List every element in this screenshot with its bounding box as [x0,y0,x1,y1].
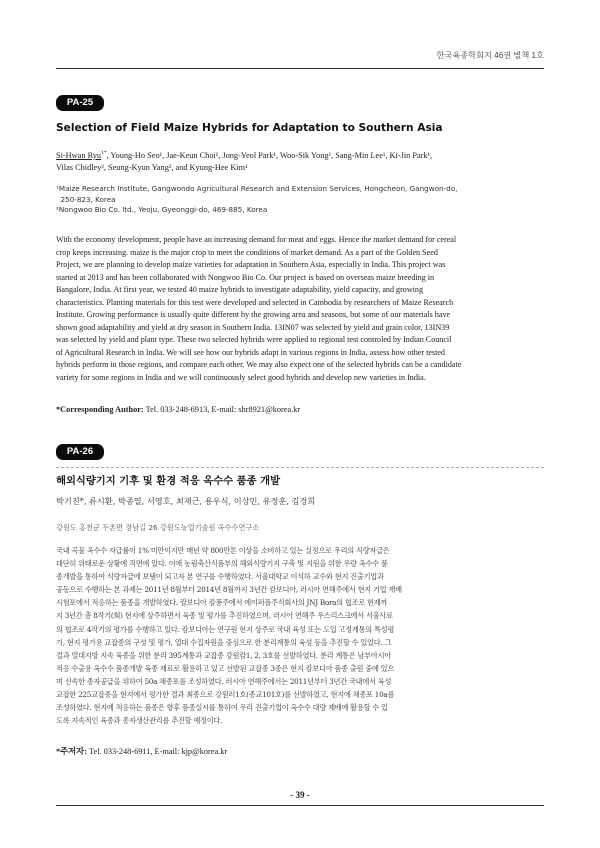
abstract-line: started at 2013 and has been collaborated with Nongwoo Bio Co. Our project is based on overseas maize breeding in [56,272,435,282]
corresponding-author-pa25 [56,405,548,414]
author-list-pa26: 박기진*, 류시환, 박종열, 서영호, 최재근, 용우식, 이상민, 유정훈, 김경희 [56,496,316,506]
section-divider [56,467,544,468]
affiliation-line: ²Nongwoo Bio Co. ltd., Yeoju, Gyeonggi-do, 469-885, Korea [56,205,268,215]
affiliation-line: ¹Maize Research Institute, Gangwondo Agricultural Research and Extension Services, Hongcheon, Gangwon-do, [56,184,458,193]
abstract-line: 적응 수출용 옥수수 품종개발 육종 재료로 활용하고 있고 선발된 교잡종 3종은 현지 캄보디아 품종 출원 중에 있으 [56,663,395,673]
abstract-line: hybrids perform in those regions, and compare each other. We may also expect one of the selected hybrids can be a candidate [56,360,462,370]
abstract-line: Project, we are planning to develop maize varieties for adaptation in Southern Asia, especially in India. This project was [56,260,446,270]
abstract-badge-pa26: PA-26 [56,444,104,460]
abstract-line: 시험포에서 적응하는 품종을 개발하였다. 캄보디아 캄퐁주에서 에이퍼플주식회사의 JNJ Bora의 협조로 현재까 [56,598,388,608]
abstract-line: was selected by yield and plant type. These two selected hybrids were applied to regional test controled by Indian Council [56,335,452,345]
abstract-line: 며 신속한 종자공급을 위하여 50a 채종포를 조성하였다. 러시아 연해주에서는 2011년부터 3년간 국내에서 육성 [56,676,392,686]
presenting-author-mark: 1* [101,150,107,156]
paper-title-pa25: Selection of Field Maize Hybrids for Adaptation to Southern Asia [56,122,443,134]
abstract-line: shown good adaptability and yield at dry season in Southern India. 13IN07 was selected by yield and grain color, 13IN39 [56,322,450,332]
abstract-body-pa26 [56,544,548,727]
abstract-line: variety for some regions in India and we will continuously select good hybrids and develop new varieties in India. [56,373,426,383]
abstract-line: 국내 곡물 옥수수 자급률이 1% 미만이지만 매년 약 800만톤 이상을 소비하고 있는 실정으로 우리의 식량자급은 [56,546,390,555]
abstract-line: 의 협조로 4작기의 평가를 수행하고 있다. 캄보디아는 연구원 현지 상주로 국내 육성 또는 도입 고정계통의 특성평 [56,624,395,634]
abstract-line: 지 3년간 총 8작기(회) 현지에 상주하면서 육종 및 평가를 추진하였으며, 러시아 연해주 우스리스크에서 서울사료 [56,611,393,621]
affiliation-pa26: 강원도 홍천군 두촌면 장남길 26 강원도농업기술원 옥수수연구소 [56,523,260,532]
abstract-line: Bangalore, India. At first year, we tested 40 maize hybrids to investigate adaptability, yield capacity, and growing [56,285,424,295]
author-list-pa25 [56,147,548,175]
abstract-line: 조성하였다. 현지에 적응하는 품종은 향후 품종실시를 통하여 우리 진출기업이 옥수수 대량 재배에 활용할 수 있 [56,703,388,713]
abstract-line: crop keeps increasing. maize is the major crop to meet the conditions of market demand. As a part of the Golden Seed [56,247,438,257]
abstract-line: 종개발을 통하여 식량자급에 보탬이 되고자 본 연구를 수행하였다. 서울대학교 이석하 교수와 현지 진출기업과 [56,572,384,582]
abstract-line: With the economy development, people have an increasing demand for meat and eggs. Hence the market demand for cereal [56,235,457,244]
affiliation-line: 250-823, Korea [56,194,116,204]
abstract-line: of Agricultural Research in India. We will see how our hybrids adapt in various regions in India, assess how other tested [56,347,445,357]
co-authors: , Young-Ho Seo¹, Jae-Keun Choi¹, Jong-Yeol Park¹, Woo-Sik Yong¹, Sang-Min Lee¹, Ki-Jin Park¹, [106,150,433,160]
abstract-badge-pa25: PA-25 [56,95,104,111]
affiliations-pa25 [56,184,548,216]
corresponding-author-pa26 [56,745,548,757]
corresponding-author-label: *주저자: [56,747,87,756]
page-number: - 39 - [290,790,310,800]
corresponding-author-contact: Tel. 033-248-6913, E-mail: shr8921@korea.kr [145,405,301,414]
corresponding-author-contact: Tel. 033-248-6911, E-mail: kjp@korea.kr [89,747,228,756]
abstract-line: 도록 지속적인 육종과 종자생산관리를 추진할 예정이다. [56,716,223,726]
abstract-body-pa25 [56,234,548,385]
abstract-line: 교잡한 225교잡종을 현지에서 평가한 결과 최종으로 강원러1호(종교101호)를 선발하였고, 현지에 채종포 10a를 [56,690,395,700]
footer-rule [56,805,544,806]
abstract-line: 결과 열대지방 지속 육종을 위한 분리 395계통과 교잡종 강원캄1, 2, 3호를 선발하였다. 분리 계통은 남부아시아 [56,650,391,660]
abstract-line: Institute. Growing performance is usually quite different by the growing area and seasons, but some of our materials have [56,310,451,320]
header-rule [56,68,544,69]
corresponding-author-label: *Corresponding Author: [56,405,144,414]
abstract-line: 공동으로 수행하는 본 과제는 2011년 8월부터 2014년 8월까지 3년간 캄보디아, 러시아 연해주에서 현지 기업 재배 [56,585,402,595]
abstract-line: 대단히 위태로운 상황에 직면에 있다. 이에 농림축산식품부의 해외식량기지 구축 및 지원을 위한 우량 옥수수 품 [56,559,388,569]
author-line-2: Vilas Chidley², Seung-Kyun Yang², and Kyung-Hee Kim¹ [56,163,248,173]
paper-title-pa26: 해외식량기지 기후 및 환경 적응 옥수수 품종 개발 [56,475,281,487]
presenting-author: Si-Hwan Ryu [56,150,102,160]
abstract-line: 가, 현지 평가용 교잡종의 구성 및 평가, 열대 수집자원을 중심으로 한 분리계통의 육성 등을 추진할 수 있었다. 그 [56,637,392,647]
running-head: 한국육종학회지 46권 별책 1호 [436,51,544,60]
abstract-line: characteristics. Planting materials for this test were developed and selected in Cambodia by researchers of Maize Research [56,297,454,307]
author-line-1 [56,147,548,162]
